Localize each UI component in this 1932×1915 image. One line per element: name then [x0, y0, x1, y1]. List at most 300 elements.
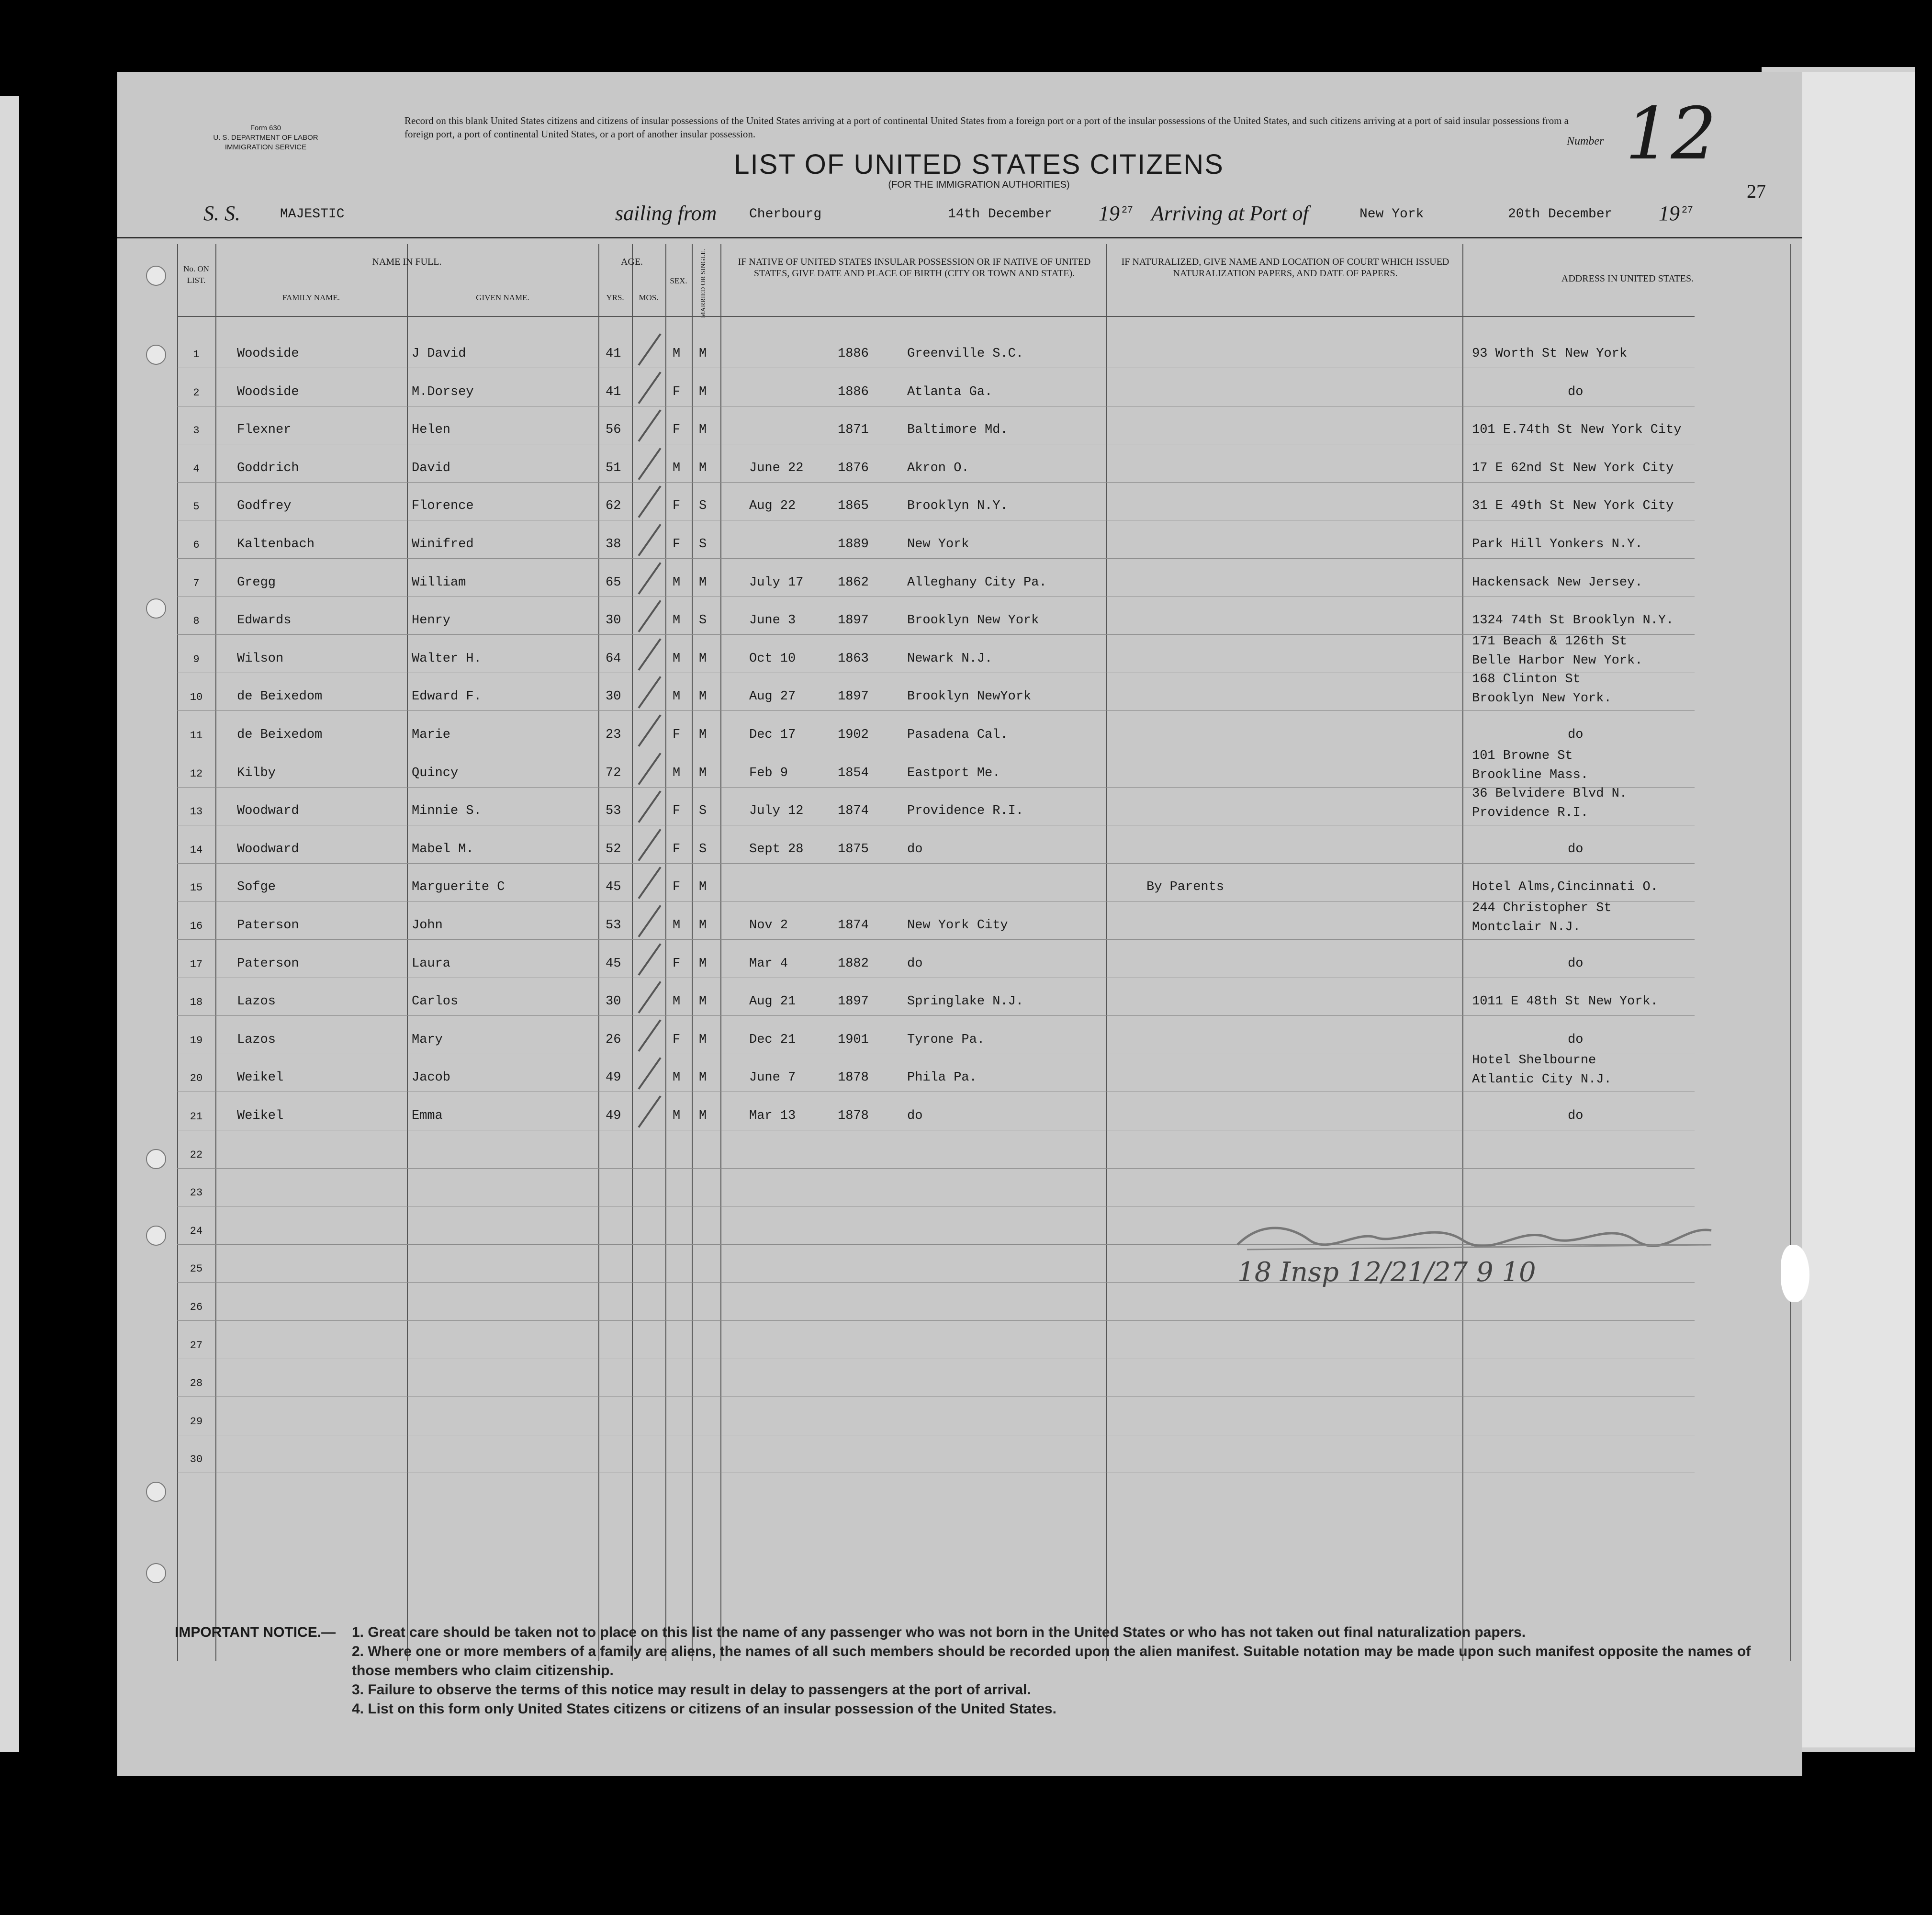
cell-status: M [699, 766, 707, 780]
check-mark [638, 714, 661, 747]
cell-year: 1897 [838, 994, 869, 1009]
cell-date: Aug 22 [749, 499, 796, 514]
cell-date: June 7 [749, 1070, 796, 1085]
cell-date: July 17 [749, 575, 804, 590]
header-no-on-list: No. ON LIST. [183, 264, 209, 285]
cell-age: 23 [606, 728, 621, 742]
cell-status: S [699, 842, 707, 856]
cell-family: Kilby [237, 766, 276, 780]
cell-address: 31 E 49th St New York City [1472, 499, 1674, 514]
cell-age: 49 [606, 1109, 621, 1123]
cell-year: 1878 [838, 1109, 869, 1123]
cell-place: Brooklyn N.Y. [907, 499, 1008, 514]
cell-sex: F [673, 956, 681, 971]
right-page-edge-inner [1790, 72, 1915, 1747]
cell-family: Weikel [237, 1109, 284, 1123]
page-title: LIST OF UNITED STATES CITIZENS [734, 149, 1224, 180]
cell-address: 93 Worth St New York [1472, 347, 1628, 361]
cell-sex: M [673, 347, 681, 361]
cell-place: Atlanta Ga. [907, 384, 993, 399]
cell-family: Woodside [237, 347, 299, 361]
cell-age: 41 [606, 384, 621, 399]
cell-given: Carlos [412, 994, 459, 1009]
cell-age: 65 [606, 575, 621, 590]
check-mark [638, 638, 661, 671]
cell-family: Gregg [237, 575, 276, 590]
row-number: 4 [193, 462, 200, 475]
row-number: 2 [193, 386, 200, 399]
notice-item-3: 3. Failure to observe the terms of this notice may result in delay to passengers at the port of arrival. [352, 1682, 1031, 1698]
cell-date: Feb 9 [749, 766, 788, 780]
record-instructions: Record on this blank United States citizens and citizens of insular possessions of the United States arriving at a port of continental United States from a foreign port or a port of the insular possessions of the United States, and such citizens arriving at a port of said insular possessions from a foreign port, a port of continental United States, or a port of another insular possession. [404, 115, 1569, 140]
departure-year: 27 [1122, 205, 1134, 216]
notice-item-2: 2. Where one or more members of a family are aliens, the names of all such members should be recorded upon the alien manifest. Suitable notation may be made upon such manifest opposite the names of those members who claim citizenship. [352, 1644, 1751, 1678]
cell-sex: M [673, 1070, 681, 1085]
cell-address: do [1568, 956, 1584, 971]
cell-date: July 12 [749, 804, 804, 819]
cell-sex: F [673, 880, 681, 895]
cell-sex: M [673, 651, 681, 666]
cell-given: Henry [412, 613, 451, 628]
row-number: 11 [190, 730, 203, 742]
cell-date: Aug 27 [749, 689, 796, 704]
cell-status: M [699, 956, 707, 971]
row-number: 29 [190, 1415, 203, 1428]
cell-given: David [412, 461, 451, 475]
cell-place: Springlake N.J. [907, 994, 1024, 1009]
row-rule [177, 482, 1695, 483]
cell-place: Akron O. [907, 461, 969, 475]
punch-hole [146, 598, 166, 619]
cell-family: Paterson [237, 918, 299, 933]
cell-status: M [699, 880, 707, 895]
cell-status: M [699, 918, 707, 933]
cell-place: Phila Pa. [907, 1070, 977, 1085]
cell-family: Paterson [237, 956, 299, 971]
cell-year: 1874 [838, 918, 869, 933]
notice-item-1: 1. Great care should be taken not to place on this list the name of any passenger who was not born in the United States or who has not taken out final naturalization papers. [352, 1624, 1526, 1640]
inspection-stamp [1233, 1211, 1735, 1307]
cell-place: Pasadena Cal. [907, 728, 1008, 742]
cell-family: Edwards [237, 613, 292, 628]
cell-year: 1882 [838, 956, 869, 971]
cell-date: June 3 [749, 613, 796, 628]
row-number: 30 [190, 1453, 203, 1466]
punch-hole [146, 1226, 166, 1246]
cell-age: 72 [606, 766, 621, 780]
cell-sex: M [673, 689, 681, 704]
cell-status: M [699, 1032, 707, 1047]
cell-sex: M [673, 994, 681, 1009]
cell-date: Sept 28 [749, 842, 804, 856]
row-rule [177, 787, 1695, 788]
cell-sex: F [673, 804, 681, 819]
cell-sex: F [673, 537, 681, 552]
cell-place: Baltimore Md. [907, 423, 1008, 438]
cell-family: Godfrey [237, 499, 292, 514]
cell-place: do [907, 956, 923, 971]
row-number: 17 [190, 958, 203, 970]
cell-family: Wilson [237, 651, 284, 666]
check-mark [638, 867, 661, 899]
cell-sex: F [673, 499, 681, 514]
notice-lead: IMPORTANT NOTICE.— [175, 1624, 336, 1640]
cell-place: Newark N.J. [907, 651, 993, 666]
cell-year: 1902 [838, 728, 869, 742]
cell-status: M [699, 689, 707, 704]
ss-label: S. S. [203, 202, 240, 225]
cell-given: Quincy [412, 766, 459, 780]
check-mark [638, 524, 661, 556]
row-rule [177, 634, 1695, 635]
cell-family: Goddrich [237, 461, 299, 475]
cell-age: 53 [606, 804, 621, 819]
row-number: 6 [193, 539, 200, 551]
cell-sex: M [673, 766, 681, 780]
cell-sex: M [673, 1109, 681, 1123]
cell-date: Dec 21 [749, 1032, 796, 1047]
cell-address: Brookline Mass. [1472, 767, 1589, 782]
check-mark [638, 829, 661, 861]
cell-place: Tyrone Pa. [907, 1032, 985, 1047]
cell-year: 1878 [838, 1070, 869, 1085]
cell-year: 1897 [838, 613, 869, 628]
check-mark [638, 981, 661, 1014]
row-rule [177, 939, 1695, 940]
arrival-year: 27 [1682, 205, 1694, 216]
cell-family: Sofge [237, 880, 276, 895]
cell-address: Providence R.I. [1472, 806, 1589, 821]
cell-status: M [699, 651, 707, 666]
row-number: 10 [190, 691, 203, 704]
cell-address: 101 Browne St [1472, 748, 1573, 763]
cell-year: 1897 [838, 689, 869, 704]
ship-name: MAJESTIC [280, 207, 345, 222]
cell-year: 1886 [838, 347, 869, 361]
cell-age: 45 [606, 880, 621, 895]
cell-address: 1011 E 48th St New York. [1472, 994, 1658, 1009]
cell-status: M [699, 1109, 707, 1123]
check-mark [638, 333, 661, 366]
cell-family: Woodward [237, 842, 299, 856]
cell-address: Montclair N.J. [1472, 920, 1581, 935]
form-identifier [189, 124, 342, 152]
punch-hole [146, 1149, 166, 1169]
left-page-edge [0, 96, 19, 1752]
header-address: ADDRESS IN UNITED STATES. [1561, 273, 1694, 284]
cell-address: 17 E 62nd St New York City [1472, 461, 1674, 475]
cell-sex: M [673, 613, 681, 628]
departure-port: Cherbourg [749, 207, 822, 222]
arrival-year-prefix: 19 [1659, 202, 1680, 225]
cell-sex: F [673, 728, 681, 742]
cell-given: William [412, 575, 466, 590]
cell-address: do [1568, 842, 1584, 856]
cell-place: do [907, 842, 923, 856]
cell-given: Jacob [412, 1070, 451, 1085]
cell-sex: M [673, 575, 681, 590]
cell-status: S [699, 613, 707, 628]
header-given-name: GIVEN NAME. [476, 293, 529, 302]
form-code: Form 630 [250, 124, 281, 132]
service-name: IMMIGRATION SERVICE [225, 143, 307, 151]
cell-age: 26 [606, 1032, 621, 1047]
check-mark [638, 600, 661, 632]
cell-date: June 22 [749, 461, 804, 475]
cell-year: 1875 [838, 842, 869, 856]
cell-address: Hotel Alms,Cincinnati O. [1472, 880, 1658, 895]
row-number: 15 [190, 882, 203, 894]
cell-status: M [699, 347, 707, 361]
cell-status: S [699, 537, 707, 552]
row-number: 5 [193, 501, 200, 513]
cell-family: Lazos [237, 1032, 276, 1047]
arrival-port: New York [1359, 207, 1424, 222]
cell-given: Marie [412, 728, 451, 742]
check-mark [638, 790, 661, 823]
cell-place: Brooklyn NewYork [907, 689, 1032, 704]
departure-date: 14th December [948, 207, 1053, 222]
cell-place: Eastport Me. [907, 766, 1000, 780]
row-rule [177, 1015, 1695, 1016]
row-number: 13 [190, 806, 203, 818]
cell-date: Oct 10 [749, 651, 796, 666]
cell-age: 30 [606, 994, 621, 1009]
cell-given: Walter H. [412, 651, 482, 666]
cell-sex: F [673, 842, 681, 856]
check-mark [638, 372, 661, 404]
departure-year-prefix: 19 [1099, 202, 1120, 225]
passenger-table [117, 244, 1802, 1661]
cell-sex: F [673, 384, 681, 399]
cell-date: Nov 2 [749, 918, 788, 933]
cell-age: 56 [606, 423, 621, 438]
row-number: 8 [193, 615, 200, 628]
row-number: 14 [190, 844, 203, 856]
inspection-note: 18 Insp 12/21/27 9 10 [1237, 1257, 1536, 1288]
arrival-date: 20th December [1508, 207, 1613, 222]
cell-address: Atlantic City N.J. [1472, 1072, 1612, 1087]
cell-address: 101 E.74th St New York City [1472, 423, 1682, 438]
header-years: YRS. [606, 293, 624, 302]
cell-address: 1324 74th St Brooklyn N.Y. [1472, 613, 1674, 628]
cell-year: 1865 [838, 499, 869, 514]
punch-hole [146, 345, 166, 365]
cell-place: do [907, 1109, 923, 1123]
cell-date: Mar 4 [749, 956, 788, 971]
cell-naturalized: By Parents [1146, 880, 1224, 895]
check-mark [638, 1057, 661, 1090]
cell-given: John [412, 918, 443, 933]
cell-place: New York City [907, 918, 1008, 933]
row-number: 12 [190, 767, 203, 780]
row-rule [177, 1168, 1695, 1169]
cell-place: Alleghany City Pa. [907, 575, 1047, 590]
cell-year: 1874 [838, 804, 869, 819]
cell-age: 51 [606, 461, 621, 475]
cell-address: do [1568, 1109, 1584, 1123]
cell-address: do [1568, 384, 1584, 399]
cell-given: Marguerite C [412, 880, 505, 895]
cell-status: M [699, 1070, 707, 1085]
cell-year: 1886 [838, 384, 869, 399]
cell-address: Brooklyn New York. [1472, 691, 1612, 706]
cell-status: M [699, 575, 707, 590]
cell-given: Mabel M. [412, 842, 474, 856]
cell-address: do [1568, 728, 1584, 742]
cell-age: 30 [606, 689, 621, 704]
row-number: 1 [193, 349, 200, 360]
row-number: 25 [190, 1263, 203, 1275]
row-number: 9 [193, 653, 200, 665]
cell-year: 1901 [838, 1032, 869, 1047]
row-number: 3 [193, 425, 200, 437]
header-birth-info: IF NATIVE OF UNITED STATES INSULAR POSSESSION OR IF NATIVE OF UNITED STATES, GIVE DATE AND PLACE OF BIRTH (CITY OR TOWN AND STATE). [738, 257, 1091, 279]
cell-year: 1862 [838, 575, 869, 590]
row-number: 24 [190, 1225, 203, 1237]
cell-family: Kaltenbach [237, 537, 315, 552]
check-mark [638, 943, 661, 976]
cell-sex: M [673, 461, 681, 475]
check-mark [638, 562, 661, 595]
cell-address: Hotel Shelbourne [1472, 1053, 1596, 1068]
cell-address: Park Hill Yonkers N.Y. [1472, 537, 1643, 552]
check-mark [638, 409, 661, 442]
cell-family: de Beixedom [237, 689, 323, 704]
row-number: 28 [190, 1377, 203, 1390]
cell-age: 41 [606, 347, 621, 361]
cell-address: 244 Christopher St [1472, 901, 1612, 915]
row-number: 27 [190, 1339, 203, 1352]
cell-status: M [699, 384, 707, 399]
row-rule [177, 1320, 1695, 1321]
cell-age: 64 [606, 651, 621, 666]
row-number: 26 [190, 1301, 203, 1313]
header-age: AGE. [620, 257, 643, 267]
header-sex: SEX. [670, 276, 687, 285]
cell-date: Dec 17 [749, 728, 796, 742]
cell-family: de Beixedom [237, 728, 323, 742]
cell-given: Mary [412, 1032, 443, 1047]
number-label: Number [1567, 135, 1604, 147]
header-family-name: FAMILY NAME. [282, 293, 340, 302]
cell-given: Emma [412, 1109, 443, 1123]
paper-damage [1781, 1245, 1809, 1302]
cell-family: Lazos [237, 994, 276, 1009]
cell-age: 45 [606, 956, 621, 971]
row-number: 22 [190, 1149, 203, 1161]
header-married-single: MARRIED OR SINGLE. [700, 248, 707, 318]
page-number: 27 [1747, 180, 1766, 202]
row-number: 16 [190, 920, 203, 932]
punch-hole [146, 1563, 166, 1583]
cell-family: Flexner [237, 423, 292, 438]
cell-address: 171 Beach & 126th St [1472, 634, 1628, 649]
cell-status: S [699, 804, 707, 819]
cell-date: Mar 13 [749, 1109, 796, 1123]
row-number: 19 [190, 1034, 203, 1047]
cell-age: 49 [606, 1070, 621, 1085]
punch-hole [146, 1482, 166, 1502]
header-rule [117, 237, 1802, 238]
cell-age: 62 [606, 499, 621, 514]
check-mark [638, 485, 661, 518]
cell-status: M [699, 728, 707, 742]
header-naturalized-info: IF NATURALIZED, GIVE NAME AND LOCATION OF COURT WHICH ISSUED NATURALIZATION PAPERS, AND DATE OF PAPERS. [1121, 257, 1449, 279]
cell-age: 52 [606, 842, 621, 856]
row-number: 18 [190, 996, 203, 1009]
cell-place: Providence R.I. [907, 804, 1024, 819]
cell-given: Winifred [412, 537, 474, 552]
cell-address: 36 Belvidere Blvd N. [1472, 787, 1628, 801]
cell-given: J David [412, 347, 466, 361]
row-rule [177, 863, 1695, 864]
cell-given: Edward F. [412, 689, 482, 704]
cell-place: New York [907, 537, 969, 552]
cell-given: Laura [412, 956, 451, 971]
cell-given: M.Dorsey [412, 384, 474, 399]
header-months: MOS. [639, 293, 659, 302]
cell-year: 1889 [838, 537, 869, 552]
arriving-label: Arriving at Port of [1151, 202, 1309, 225]
check-mark [638, 676, 661, 709]
cell-sex: F [673, 1032, 681, 1047]
cell-given: Minnie S. [412, 804, 482, 819]
cell-age: 38 [606, 537, 621, 552]
sheet-number: 12 [1625, 92, 1717, 176]
cell-status: M [699, 423, 707, 438]
cell-sex: M [673, 918, 681, 933]
sailing-label: sailing from [615, 202, 717, 225]
cell-address: Belle Harbor New York. [1472, 653, 1643, 668]
cell-age: 53 [606, 918, 621, 933]
cell-given: Florence [412, 499, 474, 514]
cell-year: 1871 [838, 423, 869, 438]
cell-place: Brooklyn New York [907, 613, 1039, 628]
manifest-sheet [117, 72, 1802, 1776]
row-number: 23 [190, 1187, 203, 1199]
cell-address: do [1568, 1032, 1584, 1047]
cell-age: 30 [606, 613, 621, 628]
header-name-in-full: NAME IN FULL. [372, 257, 442, 267]
cell-place: Greenville S.C. [907, 347, 1024, 361]
cell-family: Weikel [237, 1070, 284, 1085]
cell-address: 168 Clinton St [1472, 672, 1581, 687]
row-rule [177, 710, 1695, 711]
check-mark [638, 753, 661, 785]
row-number: 7 [193, 577, 200, 589]
cell-date: Aug 21 [749, 994, 796, 1009]
cell-address: Hackensack New Jersey. [1472, 575, 1643, 590]
cell-family: Woodward [237, 804, 299, 819]
check-mark [638, 1095, 661, 1128]
cell-status: M [699, 994, 707, 1009]
department-name: U. S. DEPARTMENT OF LABOR [213, 134, 318, 142]
cell-year: 1863 [838, 651, 869, 666]
cell-family: Woodside [237, 384, 299, 399]
check-mark [638, 448, 661, 480]
cell-status: M [699, 461, 707, 475]
punch-hole [146, 266, 166, 286]
row-number: 20 [190, 1072, 203, 1085]
check-mark [638, 905, 661, 937]
cell-year: 1854 [838, 766, 869, 780]
notice-item-4: 4. List on this form only United States citizens or citizens of an insular possession of the United States. [352, 1701, 1056, 1717]
cell-sex: F [673, 423, 681, 438]
row-number: 21 [190, 1111, 203, 1123]
cell-year: 1876 [838, 461, 869, 475]
check-mark [638, 1019, 661, 1052]
